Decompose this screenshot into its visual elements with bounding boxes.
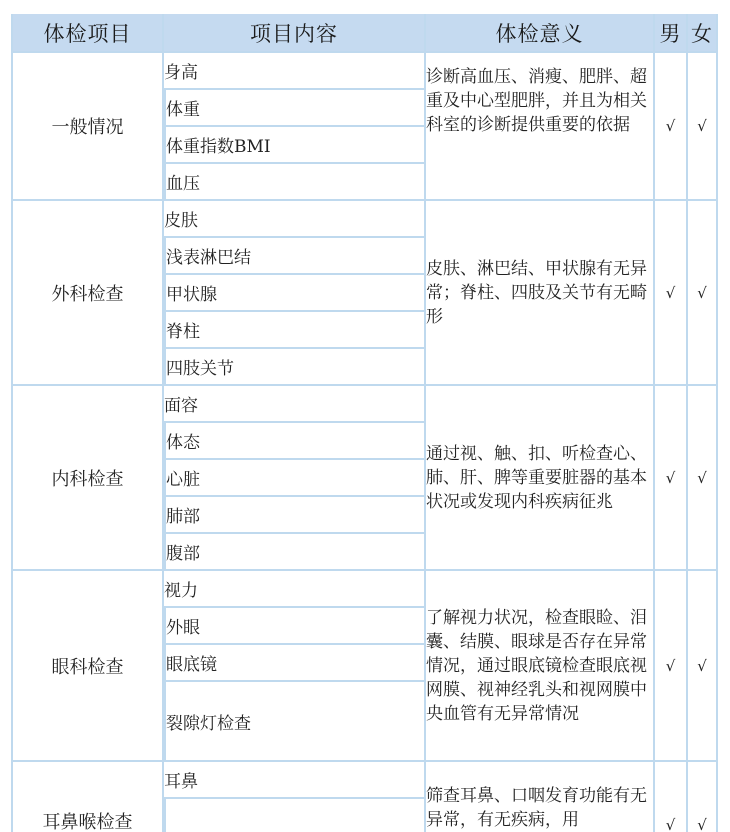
item-cell: 体重指数BMI bbox=[164, 127, 426, 164]
item-cell: 四肢关节 bbox=[164, 349, 426, 386]
check-mark: √ bbox=[697, 468, 707, 487]
male-check bbox=[655, 201, 688, 386]
item-cell: 皮肤 bbox=[164, 201, 426, 238]
item-cell: 肺部 bbox=[164, 497, 426, 534]
meaning-cell: 诊断高血压、消瘦、肥胖、超重及中心型肥胖，并且为相关科室的诊断提供重要的依据 bbox=[426, 53, 655, 201]
category-cell: 一般情况 bbox=[11, 53, 164, 201]
meaning-cell: 通过视、触、扣、听检查心、肺、肝、脾等重要脏器的基本状况或发现内科疾病征兆 bbox=[426, 386, 655, 571]
item-cell: 脊柱 bbox=[164, 312, 426, 349]
category-cell: 内科检查 bbox=[11, 386, 164, 571]
male-check bbox=[655, 386, 688, 571]
item-cell: 心脏 bbox=[164, 460, 426, 497]
item-cell: 血压 bbox=[164, 164, 426, 201]
meaning-cell: 筛查耳鼻、口咽发育功能有无异常，有无疾病，用 bbox=[426, 762, 655, 832]
female-check bbox=[688, 53, 718, 201]
male-check bbox=[655, 571, 688, 762]
meaning-cell: 皮肤、淋巴结、甲状腺有无异常；脊柱、四肢及关节有无畸形 bbox=[426, 201, 655, 386]
table-row bbox=[11, 201, 718, 238]
table-row bbox=[11, 386, 718, 423]
item-cell: 裂隙灯检查 bbox=[164, 682, 426, 762]
item-cell: 身高 bbox=[164, 53, 426, 90]
check-mark: √ bbox=[665, 283, 676, 302]
item-cell: 外眼 bbox=[164, 608, 426, 645]
item-cell: 眼底镜 bbox=[164, 645, 426, 682]
item-cell bbox=[164, 799, 426, 832]
item-cell: 面容 bbox=[164, 386, 426, 423]
check-mark: √ bbox=[665, 816, 676, 832]
female-check bbox=[688, 571, 718, 762]
item-cell: 视力 bbox=[164, 571, 426, 608]
male-check bbox=[655, 762, 688, 832]
header-male: 男 bbox=[655, 14, 688, 53]
check-mark: √ bbox=[697, 656, 707, 675]
female-check bbox=[688, 762, 718, 832]
item-cell: 腹部 bbox=[164, 534, 426, 571]
header-row bbox=[11, 14, 718, 53]
check-mark: √ bbox=[665, 468, 676, 487]
item-cell: 体重 bbox=[164, 90, 426, 127]
item-cell: 体态 bbox=[164, 423, 426, 460]
header-female: 女 bbox=[688, 14, 718, 53]
check-mark: √ bbox=[665, 656, 676, 675]
checkup-table bbox=[11, 14, 718, 832]
table-row bbox=[11, 571, 718, 608]
check-mark: √ bbox=[665, 117, 676, 135]
meaning-cell: 了解视力状况，检查眼睑、泪囊、结膜、眼球是否存在异常情况，通过眼底镜检查眼底视网膜、视神经乳头和视网膜中央血管有无异常情况 bbox=[426, 571, 655, 762]
table-row bbox=[11, 53, 718, 90]
check-mark: √ bbox=[697, 117, 707, 135]
female-check bbox=[688, 386, 718, 571]
item-cell: 甲状腺 bbox=[164, 275, 426, 312]
check-mark: √ bbox=[697, 816, 707, 832]
header-category: 体检项目 bbox=[11, 14, 164, 53]
female-check bbox=[688, 201, 718, 386]
table-row bbox=[11, 762, 718, 799]
header-content: 项目内容 bbox=[164, 14, 426, 53]
item-cell: 浅表淋巴结 bbox=[164, 238, 426, 275]
check-mark: √ bbox=[697, 283, 707, 302]
category-cell: 耳鼻喉检查 bbox=[11, 762, 164, 832]
category-cell: 外科检查 bbox=[11, 201, 164, 386]
male-check bbox=[655, 53, 688, 201]
category-cell: 眼科检查 bbox=[11, 571, 164, 762]
header-meaning: 体检意义 bbox=[426, 14, 655, 53]
item-cell: 耳鼻 bbox=[164, 762, 426, 799]
